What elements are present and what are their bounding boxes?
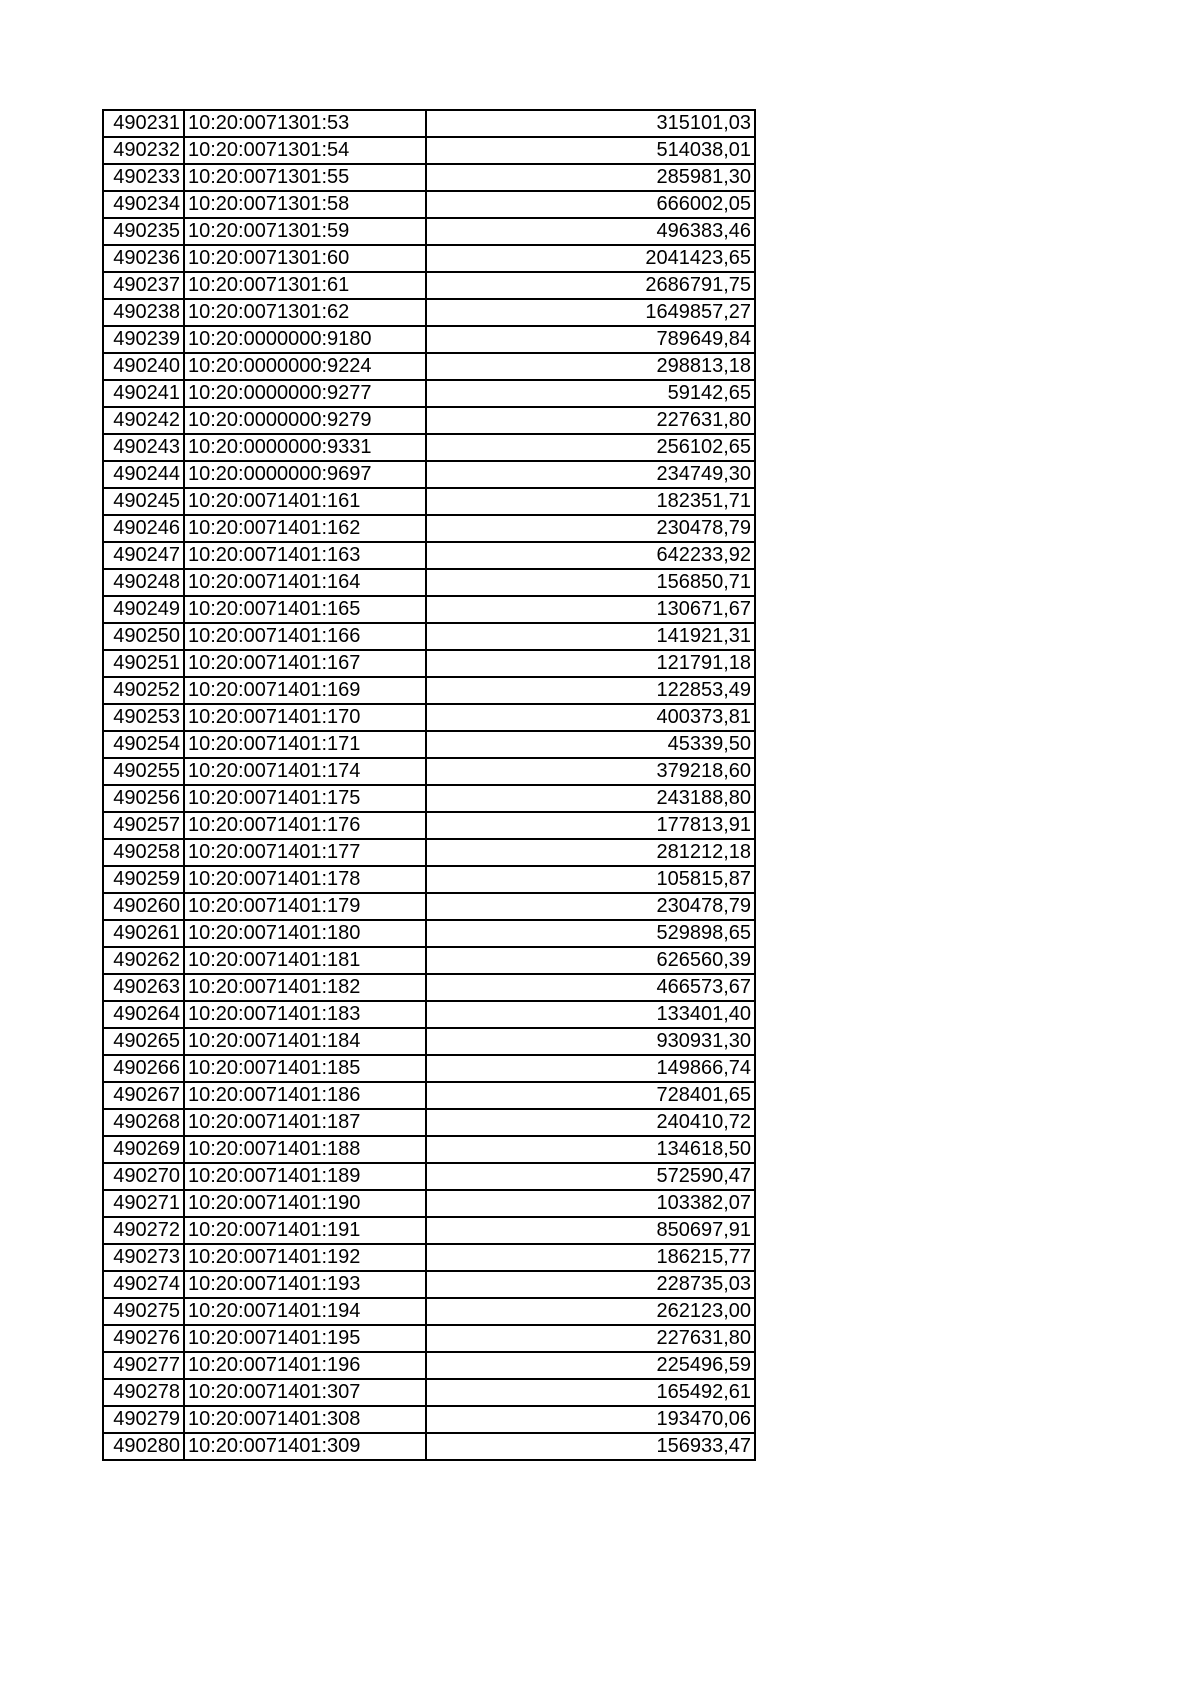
value-cell: 122853,49	[426, 677, 755, 704]
cadastral-number-cell: 10:20:0071401:182	[184, 974, 426, 1001]
row-id-cell: 490263	[103, 974, 184, 1001]
table-row	[103, 488, 755, 515]
table-row	[103, 191, 755, 218]
cadastral-number-cell: 10:20:0071301:62	[184, 299, 426, 326]
row-id-cell: 490258	[103, 839, 184, 866]
value-cell: 177813,91	[426, 812, 755, 839]
table-row	[103, 326, 755, 353]
table-row	[103, 1163, 755, 1190]
cadastral-number-cell: 10:20:0071401:178	[184, 866, 426, 893]
cadastral-number-cell: 10:20:0071301:60	[184, 245, 426, 272]
table-row	[103, 1028, 755, 1055]
table-row	[103, 1055, 755, 1082]
table-row	[103, 380, 755, 407]
value-cell: 227631,80	[426, 407, 755, 434]
value-cell: 103382,07	[426, 1190, 755, 1217]
value-cell: 930931,30	[426, 1028, 755, 1055]
table-row	[103, 1136, 755, 1163]
table-row	[103, 1082, 755, 1109]
row-id-cell: 490243	[103, 434, 184, 461]
value-cell: 141921,31	[426, 623, 755, 650]
table-row	[103, 434, 755, 461]
cadastral-number-cell: 10:20:0071301:58	[184, 191, 426, 218]
cadastral-number-cell: 10:20:0071401:166	[184, 623, 426, 650]
value-cell: 156933,47	[426, 1433, 755, 1460]
value-cell: 642233,92	[426, 542, 755, 569]
row-id-cell: 490276	[103, 1325, 184, 1352]
table-row	[103, 272, 755, 299]
cadastral-number-cell: 10:20:0071401:174	[184, 758, 426, 785]
cadastral-number-cell: 10:20:0071401:184	[184, 1028, 426, 1055]
cadastral-number-cell: 10:20:0071301:53	[184, 110, 426, 137]
row-id-cell: 490250	[103, 623, 184, 650]
cadastral-number-cell: 10:20:0071401:180	[184, 920, 426, 947]
cadastral-number-cell: 10:20:0000000:9279	[184, 407, 426, 434]
table-row	[103, 299, 755, 326]
row-id-cell: 490248	[103, 569, 184, 596]
cadastral-number-cell: 10:20:0071401:175	[184, 785, 426, 812]
table-row	[103, 515, 755, 542]
cadastral-number-cell: 10:20:0000000:9180	[184, 326, 426, 353]
table-row	[103, 839, 755, 866]
table-row	[103, 1406, 755, 1433]
row-id-cell: 490274	[103, 1271, 184, 1298]
value-cell: 466573,67	[426, 974, 755, 1001]
cadastral-number-cell: 10:20:0071301:55	[184, 164, 426, 191]
row-id-cell: 490240	[103, 353, 184, 380]
value-cell: 379218,60	[426, 758, 755, 785]
row-id-cell: 490275	[103, 1298, 184, 1325]
row-id-cell: 490254	[103, 731, 184, 758]
value-cell: 230478,79	[426, 515, 755, 542]
cadastral-number-cell: 10:20:0071401:169	[184, 677, 426, 704]
row-id-cell: 490236	[103, 245, 184, 272]
table-row	[103, 1001, 755, 1028]
value-cell: 130671,67	[426, 596, 755, 623]
value-cell: 666002,05	[426, 191, 755, 218]
row-id-cell: 490280	[103, 1433, 184, 1460]
cadastral-number-cell: 10:20:0071401:187	[184, 1109, 426, 1136]
table-row	[103, 542, 755, 569]
cadastral-number-cell: 10:20:0071401:192	[184, 1244, 426, 1271]
data-table	[102, 109, 756, 1461]
cadastral-number-cell: 10:20:0071401:162	[184, 515, 426, 542]
row-id-cell: 490266	[103, 1055, 184, 1082]
row-id-cell: 490239	[103, 326, 184, 353]
value-cell: 626560,39	[426, 947, 755, 974]
table-row	[103, 704, 755, 731]
table-row	[103, 812, 755, 839]
table-row	[103, 785, 755, 812]
table-row	[103, 245, 755, 272]
cadastral-number-cell: 10:20:0071401:309	[184, 1433, 426, 1460]
table-row	[103, 893, 755, 920]
value-cell: 243188,80	[426, 785, 755, 812]
value-cell: 182351,71	[426, 488, 755, 515]
row-id-cell: 490277	[103, 1352, 184, 1379]
table-row	[103, 137, 755, 164]
value-cell: 496383,46	[426, 218, 755, 245]
table-row	[103, 677, 755, 704]
value-cell: 134618,50	[426, 1136, 755, 1163]
row-id-cell: 490238	[103, 299, 184, 326]
row-id-cell: 490253	[103, 704, 184, 731]
value-cell: 228735,03	[426, 1271, 755, 1298]
cadastral-number-cell: 10:20:0071401:181	[184, 947, 426, 974]
row-id-cell: 490249	[103, 596, 184, 623]
value-cell: 234749,30	[426, 461, 755, 488]
row-id-cell: 490262	[103, 947, 184, 974]
cadastral-number-cell: 10:20:0071401:167	[184, 650, 426, 677]
value-cell: 133401,40	[426, 1001, 755, 1028]
table-row	[103, 1217, 755, 1244]
table-row	[103, 110, 755, 137]
cadastral-number-cell: 10:20:0071401:177	[184, 839, 426, 866]
table-row	[103, 1298, 755, 1325]
table-row	[103, 218, 755, 245]
cadastral-number-cell: 10:20:0071401:170	[184, 704, 426, 731]
row-id-cell: 490269	[103, 1136, 184, 1163]
row-id-cell: 490242	[103, 407, 184, 434]
table-row	[103, 569, 755, 596]
cadastral-number-cell: 10:20:0071401:164	[184, 569, 426, 596]
table-row	[103, 1271, 755, 1298]
table-row	[103, 1433, 755, 1460]
table-row	[103, 353, 755, 380]
table-row	[103, 1352, 755, 1379]
cadastral-number-cell: 10:20:0071301:61	[184, 272, 426, 299]
row-id-cell: 490264	[103, 1001, 184, 1028]
row-id-cell: 490232	[103, 137, 184, 164]
value-cell: 1649857,27	[426, 299, 755, 326]
cadastral-number-cell: 10:20:0071401:194	[184, 1298, 426, 1325]
value-cell: 230478,79	[426, 893, 755, 920]
value-cell: 193470,06	[426, 1406, 755, 1433]
cadastral-number-cell: 10:20:0071401:196	[184, 1352, 426, 1379]
row-id-cell: 490278	[103, 1379, 184, 1406]
cadastral-number-cell: 10:20:0071401:193	[184, 1271, 426, 1298]
cadastral-number-cell: 10:20:0071401:171	[184, 731, 426, 758]
cadastral-number-cell: 10:20:0071401:165	[184, 596, 426, 623]
row-id-cell: 490273	[103, 1244, 184, 1271]
cadastral-number-cell: 10:20:0071401:189	[184, 1163, 426, 1190]
value-cell: 165492,61	[426, 1379, 755, 1406]
value-cell: 572590,47	[426, 1163, 755, 1190]
value-cell: 256102,65	[426, 434, 755, 461]
cadastral-number-cell: 10:20:0071401:163	[184, 542, 426, 569]
cadastral-number-cell: 10:20:0071401:195	[184, 1325, 426, 1352]
value-cell: 281212,18	[426, 839, 755, 866]
cadastral-number-cell: 10:20:0071401:307	[184, 1379, 426, 1406]
row-id-cell: 490231	[103, 110, 184, 137]
row-id-cell: 490251	[103, 650, 184, 677]
row-id-cell: 490270	[103, 1163, 184, 1190]
cadastral-number-cell: 10:20:0000000:9224	[184, 353, 426, 380]
value-cell: 149866,74	[426, 1055, 755, 1082]
value-cell: 400373,81	[426, 704, 755, 731]
cadastral-number-cell: 10:20:0071401:179	[184, 893, 426, 920]
table-row	[103, 650, 755, 677]
table-row	[103, 1325, 755, 1352]
cadastral-number-cell: 10:20:0071301:54	[184, 137, 426, 164]
row-id-cell: 490255	[103, 758, 184, 785]
row-id-cell: 490246	[103, 515, 184, 542]
row-id-cell: 490261	[103, 920, 184, 947]
value-cell: 514038,01	[426, 137, 755, 164]
value-cell: 186215,77	[426, 1244, 755, 1271]
row-id-cell: 490247	[103, 542, 184, 569]
value-cell: 121791,18	[426, 650, 755, 677]
value-cell: 262123,00	[426, 1298, 755, 1325]
row-id-cell: 490268	[103, 1109, 184, 1136]
table-row	[103, 1379, 755, 1406]
value-cell: 728401,65	[426, 1082, 755, 1109]
row-id-cell: 490241	[103, 380, 184, 407]
cadastral-number-cell: 10:20:0071401:161	[184, 488, 426, 515]
table-row	[103, 1244, 755, 1271]
value-cell: 240410,72	[426, 1109, 755, 1136]
value-cell: 789649,84	[426, 326, 755, 353]
cadastral-number-cell: 10:20:0071401:186	[184, 1082, 426, 1109]
data-table-body	[103, 110, 755, 1460]
value-cell: 2686791,75	[426, 272, 755, 299]
row-id-cell: 490245	[103, 488, 184, 515]
row-id-cell: 490244	[103, 461, 184, 488]
value-cell: 156850,71	[426, 569, 755, 596]
row-id-cell: 490252	[103, 677, 184, 704]
row-id-cell: 490260	[103, 893, 184, 920]
row-id-cell: 490265	[103, 1028, 184, 1055]
row-id-cell: 490272	[103, 1217, 184, 1244]
cadastral-number-cell: 10:20:0071401:185	[184, 1055, 426, 1082]
row-id-cell: 490233	[103, 164, 184, 191]
cadastral-number-cell: 10:20:0071401:308	[184, 1406, 426, 1433]
cadastral-number-cell: 10:20:0071401:190	[184, 1190, 426, 1217]
row-id-cell: 490235	[103, 218, 184, 245]
table-row	[103, 164, 755, 191]
value-cell: 105815,87	[426, 866, 755, 893]
value-cell: 45339,50	[426, 731, 755, 758]
value-cell: 298813,18	[426, 353, 755, 380]
table-row	[103, 1109, 755, 1136]
table-row	[103, 866, 755, 893]
table-row	[103, 407, 755, 434]
cadastral-number-cell: 10:20:0000000:9277	[184, 380, 426, 407]
cadastral-number-cell: 10:20:0071401:191	[184, 1217, 426, 1244]
cadastral-number-cell: 10:20:0071401:183	[184, 1001, 426, 1028]
row-id-cell: 490279	[103, 1406, 184, 1433]
row-id-cell: 490267	[103, 1082, 184, 1109]
value-cell: 285981,30	[426, 164, 755, 191]
table-row	[103, 623, 755, 650]
value-cell: 59142,65	[426, 380, 755, 407]
cadastral-number-cell: 10:20:0071301:59	[184, 218, 426, 245]
table-row	[103, 947, 755, 974]
row-id-cell: 490271	[103, 1190, 184, 1217]
value-cell: 315101,03	[426, 110, 755, 137]
value-cell: 227631,80	[426, 1325, 755, 1352]
row-id-cell: 490256	[103, 785, 184, 812]
cadastral-number-cell: 10:20:0000000:9697	[184, 461, 426, 488]
row-id-cell: 490259	[103, 866, 184, 893]
cadastral-number-cell: 10:20:0071401:188	[184, 1136, 426, 1163]
row-id-cell: 490237	[103, 272, 184, 299]
table-row	[103, 731, 755, 758]
table-row	[103, 758, 755, 785]
value-cell: 225496,59	[426, 1352, 755, 1379]
cadastral-number-cell: 10:20:0000000:9331	[184, 434, 426, 461]
row-id-cell: 490257	[103, 812, 184, 839]
table-row	[103, 920, 755, 947]
cadastral-number-cell: 10:20:0071401:176	[184, 812, 426, 839]
row-id-cell: 490234	[103, 191, 184, 218]
value-cell: 850697,91	[426, 1217, 755, 1244]
value-cell: 529898,65	[426, 920, 755, 947]
table-row	[103, 461, 755, 488]
table-row	[103, 596, 755, 623]
value-cell: 2041423,65	[426, 245, 755, 272]
table-row	[103, 974, 755, 1001]
table-row	[103, 1190, 755, 1217]
